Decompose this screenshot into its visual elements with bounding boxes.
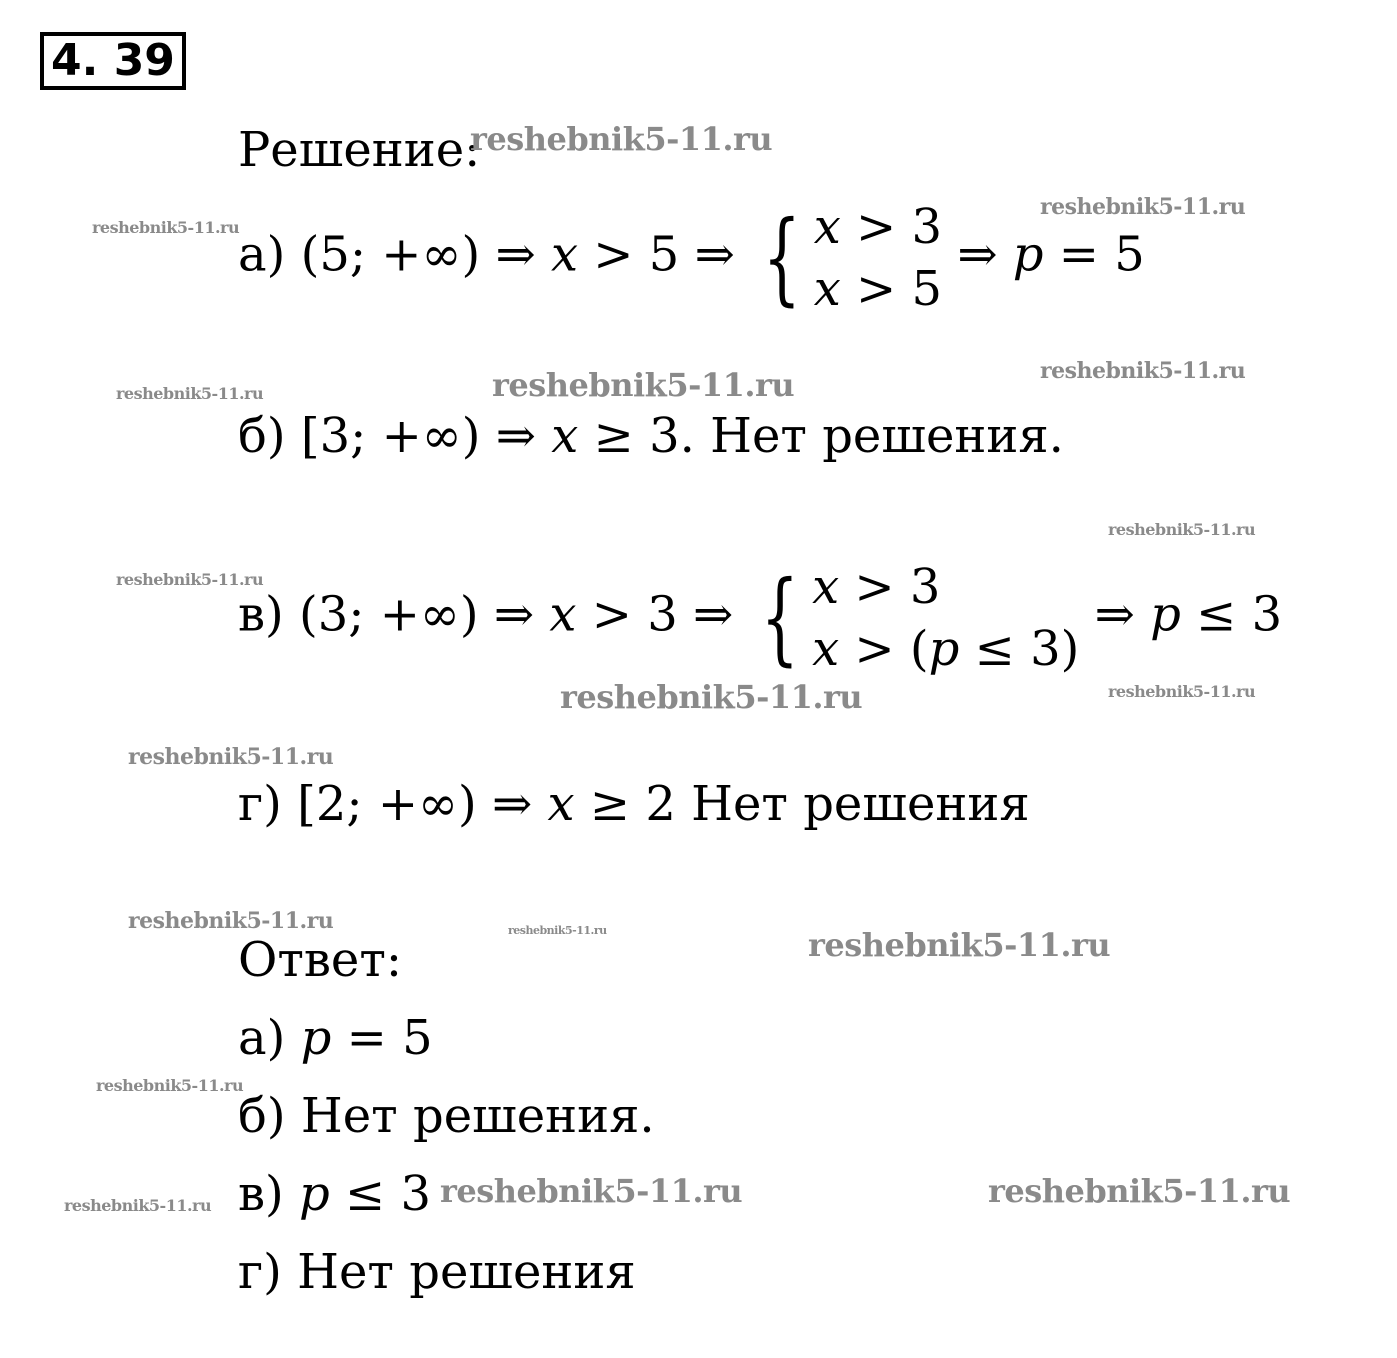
part-g-var: x xyxy=(547,776,575,832)
watermark: reshebnik5-11.ru xyxy=(96,1076,244,1095)
brace: { xyxy=(762,199,801,316)
part-g-rest: ≥ 2 Нет решения xyxy=(574,776,1030,832)
answer-g: г) Нет решения xyxy=(238,1244,636,1300)
answer-v-var: p xyxy=(299,1166,330,1222)
watermark: reshebnik5-11.ru xyxy=(92,218,240,237)
watermark: reshebnik5-11.ru xyxy=(128,744,334,770)
part-a-sys1-var: x xyxy=(813,199,841,255)
part-v-sys1-var: x xyxy=(812,559,840,615)
watermark: reshebnik5-11.ru xyxy=(808,926,1111,964)
watermark: reshebnik5-11.ru xyxy=(560,678,863,716)
part-v-var: x xyxy=(549,586,577,643)
part-b-rest: ≥ 3. Нет решения. xyxy=(578,408,1064,464)
part-v-tail-pre: ⇒ xyxy=(1094,586,1151,643)
part-a-tail-post: = 5 xyxy=(1043,226,1145,283)
part-b-prefix: б) [3; +∞) ⇒ xyxy=(238,408,552,464)
watermark: reshebnik5-11.ru xyxy=(128,908,334,934)
problem-number: 4. 39 xyxy=(40,32,186,90)
part-v-sys2a: > ( xyxy=(839,621,929,677)
part-g xyxy=(238,776,1030,832)
part-a-sys2: > 5 xyxy=(840,261,943,317)
answer-a-pre: а) xyxy=(238,1010,301,1066)
solution-label: Решение: xyxy=(238,122,481,178)
part-a-sys2-var: x xyxy=(813,261,841,317)
watermark: reshebnik5-11.ru xyxy=(1108,682,1256,701)
watermark: reshebnik5-11.ru xyxy=(64,1196,212,1215)
part-v-prefix: в) (3; +∞) ⇒ xyxy=(238,586,550,643)
part-v xyxy=(238,556,1282,680)
answer-v xyxy=(238,1166,431,1222)
part-v-sys1: > 3 xyxy=(839,559,941,615)
part-v-sys2-var: x xyxy=(812,621,840,677)
part-v-system xyxy=(748,556,1079,680)
watermark: reshebnik5-11.ru xyxy=(116,570,264,589)
answer-a-post: = 5 xyxy=(331,1010,433,1066)
watermark: reshebnik5-11.ru xyxy=(116,384,264,403)
part-a xyxy=(238,196,1145,320)
answer-a xyxy=(238,1010,433,1066)
part-v-rel: > 3 ⇒ xyxy=(576,586,734,643)
watermark: reshebnik5-11.ru xyxy=(988,1172,1291,1210)
answer-b: б) Нет решения. xyxy=(238,1088,655,1144)
answer-v-pre: в) xyxy=(238,1166,300,1222)
watermark: reshebnik5-11.ru xyxy=(440,1172,743,1210)
watermark: reshebnik5-11.ru xyxy=(492,366,795,404)
part-a-sys1: > 3 xyxy=(840,199,943,255)
part-g-prefix: г) [2; +∞) ⇒ xyxy=(238,776,548,832)
watermark: reshebnik5-11.ru xyxy=(1108,520,1256,539)
part-v-sys2-p: p xyxy=(928,621,960,677)
part-v-sys2b: ≤ 3) xyxy=(959,621,1080,677)
part-a-prefix: а) (5; +∞) ⇒ xyxy=(238,226,551,283)
part-b xyxy=(238,408,1064,464)
brace: { xyxy=(761,559,800,676)
watermark: reshebnik5-11.ru xyxy=(1040,194,1246,220)
part-a-system xyxy=(750,196,942,320)
part-b-var: x xyxy=(551,408,579,464)
answer-v-post: ≤ 3 xyxy=(329,1166,432,1222)
part-v-tail-post: ≤ 3 xyxy=(1180,586,1283,643)
part-a-rel: > 5 ⇒ xyxy=(578,226,735,283)
part-a-tail-var: p xyxy=(1012,226,1044,283)
watermark: reshebnik5-11.ru xyxy=(1040,358,1246,384)
watermark: reshebnik5-11.ru xyxy=(508,924,607,937)
answer-label: Ответ: xyxy=(238,932,403,988)
watermark: reshebnik5-11.ru xyxy=(470,120,773,158)
part-a-tail-pre: ⇒ xyxy=(957,226,1013,283)
part-a-var: x xyxy=(550,226,579,283)
answer-a-var: p xyxy=(300,1010,332,1066)
part-v-tail-var: p xyxy=(1150,586,1181,643)
